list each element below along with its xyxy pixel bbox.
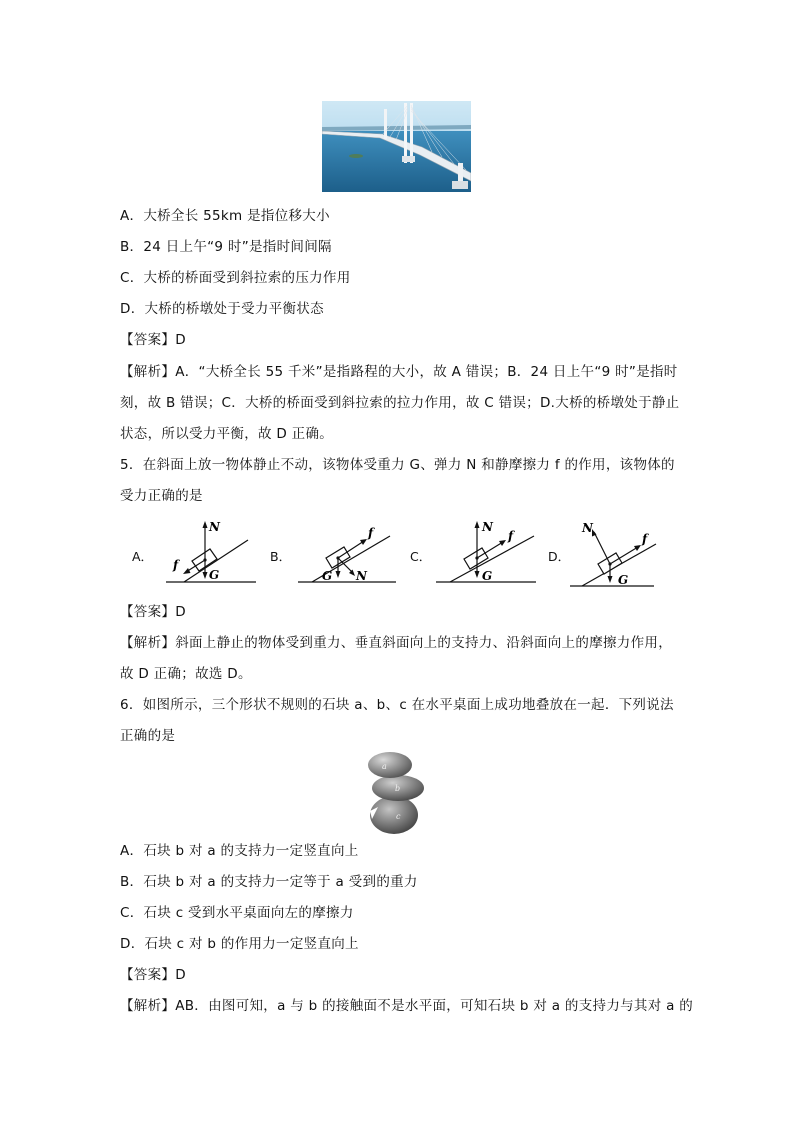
q4-option-d: D．大桥的桥墩处于受力平衡状态 [120, 301, 324, 317]
q4-answer: 【答案】D [120, 332, 186, 348]
q5-analysis-line-2: 故 D 正确；故选 D。 [120, 666, 252, 682]
q6-option-d: D．石块 c 对 b 的作用力一定竖直向上 [120, 936, 359, 952]
q6-analysis-line-1: 【解析】AB．由图可知，a 与 b 的接触面不是水平面，可知石块 b 对 a 的支持力与其对 a 的 [120, 998, 694, 1014]
q5-answer: 【答案】D [120, 604, 186, 620]
q6-analysis [120, 991, 694, 1022]
q5-option-d-label: D． [548, 549, 571, 564]
q4-option-a: A．大桥全长 55km 是指位移大小 [120, 208, 330, 224]
q6-answer: 【答案】D [120, 967, 186, 983]
q5-d-label-f: f [642, 532, 648, 546]
q4-analysis-line-3: 状态，所以受力平衡，故 D 正确。 [120, 426, 334, 442]
q5-stem-line-2: 受力正确的是 [120, 488, 203, 504]
q5-diagram-b [292, 518, 404, 588]
q5-stem [120, 450, 680, 512]
q5-option-c-label: C． [410, 549, 432, 564]
stone-label-a: a [382, 762, 387, 771]
q6-stem-line-1: 6．如图所示，三个形状不规则的石块 a、b、c 在水平桌面上成功地叠放在一起．下列说法 [120, 697, 674, 713]
q5-b-label-n: N [356, 569, 367, 583]
q5-b-label-g: G [322, 569, 333, 583]
q5-stem-line-1: 5．在斜面上放一物体静止不动，该物体受重力 G、弹力 N 和静摩擦力 f 的作用，该物体的 [120, 457, 675, 473]
q6-stem-line-2: 正确的是 [120, 728, 176, 744]
q5-diagram-a-drawing [162, 518, 262, 588]
q5-option-a-label: A． [132, 549, 154, 564]
q5-a-label-f: f [173, 558, 179, 572]
q5-a-label-g: G [209, 568, 220, 582]
q5-diagram-b-drawing [292, 518, 404, 588]
q4-analysis-line-2: 刻，故 B 错误；C．大桥的桥面受到斜拉索的拉力作用，故 C 错误；D.大桥的桥墩处于静止 [120, 395, 680, 411]
bridge-photo-drawing [322, 101, 471, 192]
q5-diagram-c [430, 518, 540, 588]
q5-d-label-g: G [618, 573, 629, 587]
q5-option-b-label: B． [270, 549, 292, 564]
q5-analysis-line-1: 【解析】斜面上静止的物体受到重力、垂直斜面向上的支持力、沿斜面向上的摩擦力作用， [120, 635, 672, 651]
stone-label-c: c [396, 812, 401, 821]
q4-analysis-line-1: 【解析】A．“大桥全长 55 千米”是指路程的大小，故 A 错误；B．24 日上午“9 时”是指时 [120, 364, 678, 380]
stone-label-b: b [395, 784, 401, 793]
q5-c-label-f: f [508, 529, 514, 543]
q4-option-b: B．24 日上午“9 时”是指时间间隔 [120, 239, 332, 255]
q6-option-a: A．石块 b 对 a 的支持力一定竖直向上 [120, 843, 359, 859]
q5-c-label-n: N [482, 520, 493, 534]
q6-stem [120, 690, 680, 752]
q5-analysis [120, 628, 680, 690]
stacked-stones-drawing [358, 749, 434, 835]
q5-a-label-n: N [209, 520, 220, 534]
q6-option-b: B．石块 b 对 a 的支持力一定等于 a 受到的重力 [120, 874, 418, 890]
q4-option-c: C．大桥的桥面受到斜拉索的压力作用 [120, 270, 351, 286]
q5-diagram-d [568, 518, 664, 588]
q5-diagram-d-drawing [568, 518, 664, 588]
q5-b-label-f: f [368, 526, 374, 540]
q5-c-label-g: G [482, 569, 493, 583]
stacked-stones-photo [358, 749, 434, 835]
q5-d-label-n: N [582, 521, 593, 535]
bridge-photo [322, 101, 471, 192]
q6-option-c: C．石块 c 受到水平桌面向左的摩擦力 [120, 905, 354, 921]
q5-diagram-c-drawing [430, 518, 540, 588]
q4-analysis [120, 357, 680, 450]
q5-diagram-a [162, 518, 262, 588]
